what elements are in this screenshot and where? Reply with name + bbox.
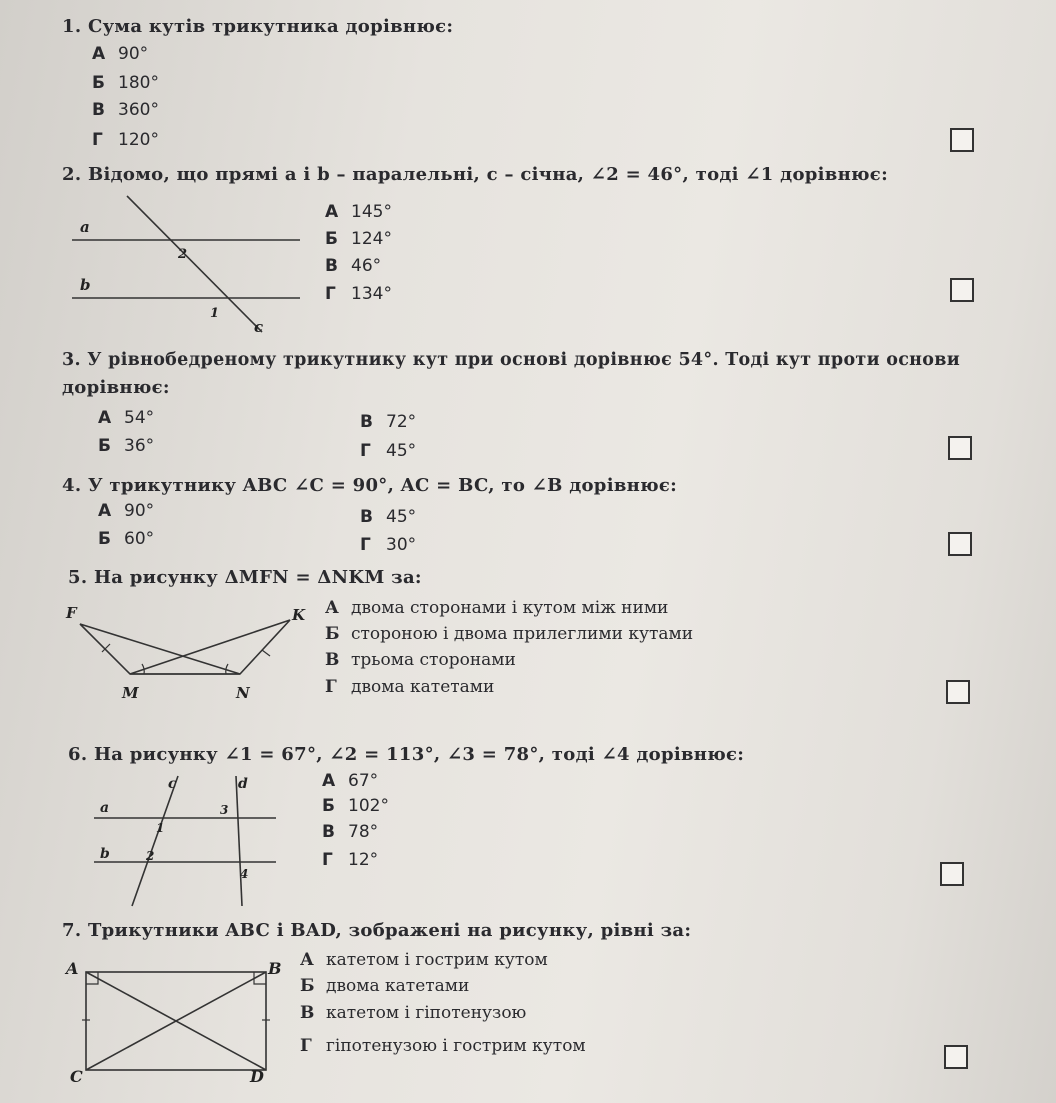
q2-label-a: a xyxy=(80,218,90,236)
question-6-text: 6. На рисунку ∠1 = 67°, ∠2 = 113°, ∠3 = 78°, тоді ∠4 дорівнює: xyxy=(68,744,745,765)
q6-figure-lines xyxy=(90,770,280,910)
q5-option-b[interactable]: Б стороною і двома прилеглими кутами xyxy=(325,624,694,644)
q3-option-b[interactable]: Б 36° xyxy=(98,436,155,456)
q7-label-c: C xyxy=(70,1067,83,1086)
q6-angle-2: 2 xyxy=(146,849,155,863)
question-5-text: 5. На рисунку ΔMFN = ΔNKM за: xyxy=(68,567,422,588)
q6-label-b: b xyxy=(100,846,110,862)
question-1-text: 1. Сума кутів трикутника дорівнює: xyxy=(62,16,454,37)
q7-option-d[interactable]: Г гіпотенузою і гострим кутом xyxy=(300,1036,586,1056)
q5-option-a[interactable]: А двома сторонами і кутом між ними xyxy=(325,598,669,618)
q6-angle-4: 4 xyxy=(240,867,249,881)
q6-label-d: d xyxy=(238,776,248,792)
q7-option-a[interactable]: А катетом і гострим кутом xyxy=(300,950,548,970)
q5-figure-triangles xyxy=(62,598,322,708)
q2-answer-box[interactable] xyxy=(950,278,974,302)
q1-option-d[interactable]: Г 120° xyxy=(92,130,159,150)
q6-angle-1: 1 xyxy=(156,821,165,835)
q7-figure-rectangle xyxy=(62,954,294,1090)
q3-option-a[interactable]: А 54° xyxy=(98,408,155,428)
q7-option-b[interactable]: Б двома катетами xyxy=(300,976,470,996)
q4-option-a[interactable]: А 90° xyxy=(98,501,155,521)
q7-label-d: D xyxy=(250,1067,264,1086)
question-3-text-line2: дорівнює: xyxy=(62,377,170,398)
q6-option-a[interactable]: А 67° xyxy=(322,771,379,791)
q5-option-c[interactable]: В трьома сторонами xyxy=(325,650,516,670)
q1-option-c[interactable]: В 360° xyxy=(92,100,159,120)
q3-option-d[interactable]: Г 45° xyxy=(360,441,417,461)
q5-option-d[interactable]: Г двома катетами xyxy=(325,677,495,697)
q5-label-k: K xyxy=(292,606,306,624)
q6-answer-box[interactable] xyxy=(940,862,964,886)
q7-label-b: B xyxy=(268,959,282,978)
q6-option-c[interactable]: В 78° xyxy=(322,822,379,842)
q2-figure-parallel-lines xyxy=(62,192,312,342)
q5-label-n: N xyxy=(236,684,250,702)
q2-option-d[interactable]: Г 134° xyxy=(325,284,392,304)
q2-label-c: c xyxy=(254,318,264,336)
q4-option-b[interactable]: Б 60° xyxy=(98,529,155,549)
q2-option-a[interactable]: А 145° xyxy=(325,202,392,222)
q2-angle-2: 2 xyxy=(178,247,188,262)
question-7-text: 7. Трикутники ABC і BAD, зображені на рисунку, рівні за: xyxy=(62,920,692,941)
q2-option-b[interactable]: Б 124° xyxy=(325,229,392,249)
q4-option-c[interactable]: В 45° xyxy=(360,507,417,527)
q7-option-c[interactable]: В катетом і гіпотенузою xyxy=(300,1003,527,1023)
q6-option-b[interactable]: Б 102° xyxy=(322,796,389,816)
q5-answer-box[interactable] xyxy=(946,680,970,704)
q3-answer-box[interactable] xyxy=(948,436,972,460)
question-4-text: 4. У трикутнику ABC ∠C = 90°, AC = BC, то ∠B дорівнює: xyxy=(62,475,678,496)
q6-label-c: c xyxy=(168,776,177,792)
q7-answer-box[interactable] xyxy=(944,1045,968,1069)
question-2-text: 2. Відомо, що прямі a і b – паралельні, c – січна, ∠2 = 46°, тоді ∠1 дорівнює: xyxy=(62,164,889,185)
q2-option-c[interactable]: В 46° xyxy=(325,256,382,276)
q2-angle-1: 1 xyxy=(210,306,220,321)
q3-option-c[interactable]: В 72° xyxy=(360,412,417,432)
q6-option-d[interactable]: Г 12° xyxy=(322,850,379,870)
q6-angle-3: 3 xyxy=(220,803,229,817)
q7-label-a: A xyxy=(66,959,79,978)
q4-option-d[interactable]: Г 30° xyxy=(360,535,417,555)
q2-label-b: b xyxy=(80,276,91,294)
q1-option-a[interactable]: А 90° xyxy=(92,44,149,64)
q1-answer-box[interactable] xyxy=(950,128,974,152)
q5-label-f: F xyxy=(66,604,77,622)
q6-label-a: a xyxy=(100,800,110,816)
q5-label-m: M xyxy=(122,684,139,702)
q1-option-b[interactable]: Б 180° xyxy=(92,73,159,93)
q4-answer-box[interactable] xyxy=(948,532,972,556)
question-3-text-line1: 3. У рівнобедреному трикутнику кут при основі дорівнює 54°. Тоді кут проти основи xyxy=(62,350,960,370)
